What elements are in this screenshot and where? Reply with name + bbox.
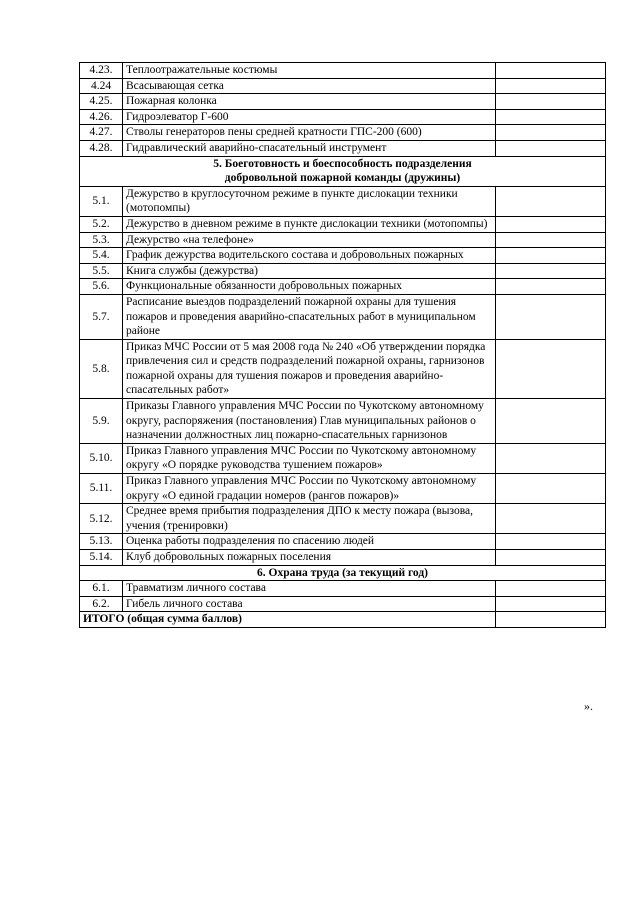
item-description: Дежурство «на телефоне» bbox=[123, 232, 496, 248]
table-row bbox=[80, 78, 606, 94]
table-row bbox=[80, 550, 606, 566]
score-cell[interactable] bbox=[496, 63, 606, 79]
total-row bbox=[80, 612, 606, 628]
item-description: Гибель личного состава bbox=[123, 596, 496, 612]
item-description: Гидравлический аварийно-спасательный инструмент bbox=[123, 140, 496, 156]
item-number: 4.25. bbox=[80, 94, 123, 110]
table-row bbox=[80, 140, 606, 156]
item-number: 6.2. bbox=[80, 596, 123, 612]
table-row bbox=[80, 263, 606, 279]
closing-quote-mark: ». bbox=[584, 699, 593, 713]
item-description: Приказ Главного управления МЧС России по Чукотскому автономному округу «О единой градации номеров (рангов пожаров)» bbox=[123, 474, 496, 504]
item-number: 5.2. bbox=[80, 216, 123, 232]
score-cell[interactable] bbox=[496, 399, 606, 444]
table-row bbox=[80, 94, 606, 110]
table-row bbox=[80, 279, 606, 295]
item-number: 4.23. bbox=[80, 63, 123, 79]
item-description: Функциональные обязанности добровольных пожарных bbox=[123, 279, 496, 295]
table-row bbox=[80, 534, 606, 550]
section-heading bbox=[80, 156, 606, 186]
item-description: Теплоотражательные костюмы bbox=[123, 63, 496, 79]
item-description: График дежурства водительского состава и добровольных пожарных bbox=[123, 248, 496, 264]
item-number: 5.7. bbox=[80, 294, 123, 339]
total-label: ИТОГО (общая сумма баллов) bbox=[80, 612, 496, 628]
item-number: 5.3. bbox=[80, 232, 123, 248]
table-row bbox=[80, 504, 606, 534]
item-number: 4.26. bbox=[80, 109, 123, 125]
item-number: 6.1. bbox=[80, 581, 123, 597]
table-row bbox=[80, 63, 606, 79]
score-cell[interactable] bbox=[496, 279, 606, 295]
item-description: Книга службы (дежурства) bbox=[123, 263, 496, 279]
item-description: Дежурство в дневном режиме в пункте дислокации техники (мотопомпы) bbox=[123, 216, 496, 232]
section-heading-line: 6. Охрана труда (за текущий год) bbox=[257, 566, 428, 579]
score-cell[interactable] bbox=[496, 263, 606, 279]
item-description: Среднее время прибытия подразделения ДПО к месту пожара (вызова, учения (тренировки) bbox=[123, 504, 496, 534]
item-number: 5.8. bbox=[80, 339, 123, 398]
table-row bbox=[80, 474, 606, 504]
item-description: Всасывающая сетка bbox=[123, 78, 496, 94]
score-cell[interactable] bbox=[496, 504, 606, 534]
score-cell[interactable] bbox=[496, 474, 606, 504]
item-description: Оценка работы подразделения по спасению людей bbox=[123, 534, 496, 550]
item-number: 5.11. bbox=[80, 474, 123, 504]
score-cell[interactable] bbox=[496, 294, 606, 339]
section-heading-line: 5. Боеготовность и боеспособность подразделения bbox=[213, 157, 472, 170]
score-cell[interactable] bbox=[496, 186, 606, 216]
score-cell[interactable] bbox=[496, 216, 606, 232]
item-description: Стволы генераторов пены средней кратности ГПС-200 (600) bbox=[123, 125, 496, 141]
item-description: Приказ Главного управления МЧС России по Чукотскому автономному округу «О порядке руководства тушением пожаров» bbox=[123, 443, 496, 473]
item-number: 5.10. bbox=[80, 443, 123, 473]
table-row bbox=[80, 443, 606, 473]
item-number: 5.14. bbox=[80, 550, 123, 566]
item-description: Клуб добровольных пожарных поселения bbox=[123, 550, 496, 566]
criteria-table-body bbox=[80, 63, 606, 628]
table-row bbox=[80, 399, 606, 444]
total-score-cell[interactable] bbox=[496, 612, 606, 628]
item-number: 5.6. bbox=[80, 279, 123, 295]
criteria-table bbox=[79, 62, 606, 628]
item-number: 5.9. bbox=[80, 399, 123, 444]
table-row bbox=[80, 232, 606, 248]
score-cell[interactable] bbox=[496, 339, 606, 398]
item-description: Гидроэлеватор Г-600 bbox=[123, 109, 496, 125]
score-cell[interactable] bbox=[496, 581, 606, 597]
table-row bbox=[80, 596, 606, 612]
item-description: Приказ МЧС России от 5 мая 2008 года № 240 «Об утверждении порядка привлечения сил и средств подразделений пожарной охраны, гарнизонов пожарной охраны для тушения пожаров и проведения аварийно-спасательных работ» bbox=[123, 339, 496, 398]
item-description: Травматизм личного состава bbox=[123, 581, 496, 597]
score-cell[interactable] bbox=[496, 534, 606, 550]
table-row bbox=[80, 581, 606, 597]
table-row bbox=[80, 339, 606, 398]
item-description: Приказы Главного управления МЧС России по Чукотскому автономному округу, распоряжения (постановления) Глав муниципальных районов о назначении должностных лиц пожарно-спасательных гарнизонов bbox=[123, 399, 496, 444]
item-number: 5.5. bbox=[80, 263, 123, 279]
item-number: 5.12. bbox=[80, 504, 123, 534]
item-number: 4.28. bbox=[80, 140, 123, 156]
score-cell[interactable] bbox=[496, 125, 606, 141]
score-cell[interactable] bbox=[496, 443, 606, 473]
item-description: Дежурство в круглосуточном режиме в пункте дислокации техники (мотопомпы) bbox=[123, 186, 496, 216]
table-row bbox=[80, 125, 606, 141]
score-cell[interactable] bbox=[496, 94, 606, 110]
item-number: 5.1. bbox=[80, 186, 123, 216]
table-row bbox=[80, 216, 606, 232]
score-cell[interactable] bbox=[496, 550, 606, 566]
item-description: Пожарная колонка bbox=[123, 94, 496, 110]
table-row bbox=[80, 248, 606, 264]
table-row bbox=[80, 294, 606, 339]
score-cell[interactable] bbox=[496, 140, 606, 156]
score-cell[interactable] bbox=[496, 232, 606, 248]
section-6-header bbox=[80, 565, 606, 581]
section-5-header bbox=[80, 156, 606, 186]
item-description: Расписание выездов подразделений пожарной охраны для тушения пожаров и проведения аварийно-спасательных работ в муниципальном районе bbox=[123, 294, 496, 339]
table-row bbox=[80, 186, 606, 216]
score-cell[interactable] bbox=[496, 78, 606, 94]
item-number: 5.13. bbox=[80, 534, 123, 550]
section-heading-line: добровольной пожарной команды (дружины) bbox=[224, 172, 461, 185]
score-cell[interactable] bbox=[496, 109, 606, 125]
score-cell[interactable] bbox=[496, 596, 606, 612]
item-number: 4.24 bbox=[80, 78, 123, 94]
table-row bbox=[80, 109, 606, 125]
section-heading bbox=[80, 565, 606, 581]
score-cell[interactable] bbox=[496, 248, 606, 264]
item-number: 5.4. bbox=[80, 248, 123, 264]
item-number: 4.27. bbox=[80, 125, 123, 141]
